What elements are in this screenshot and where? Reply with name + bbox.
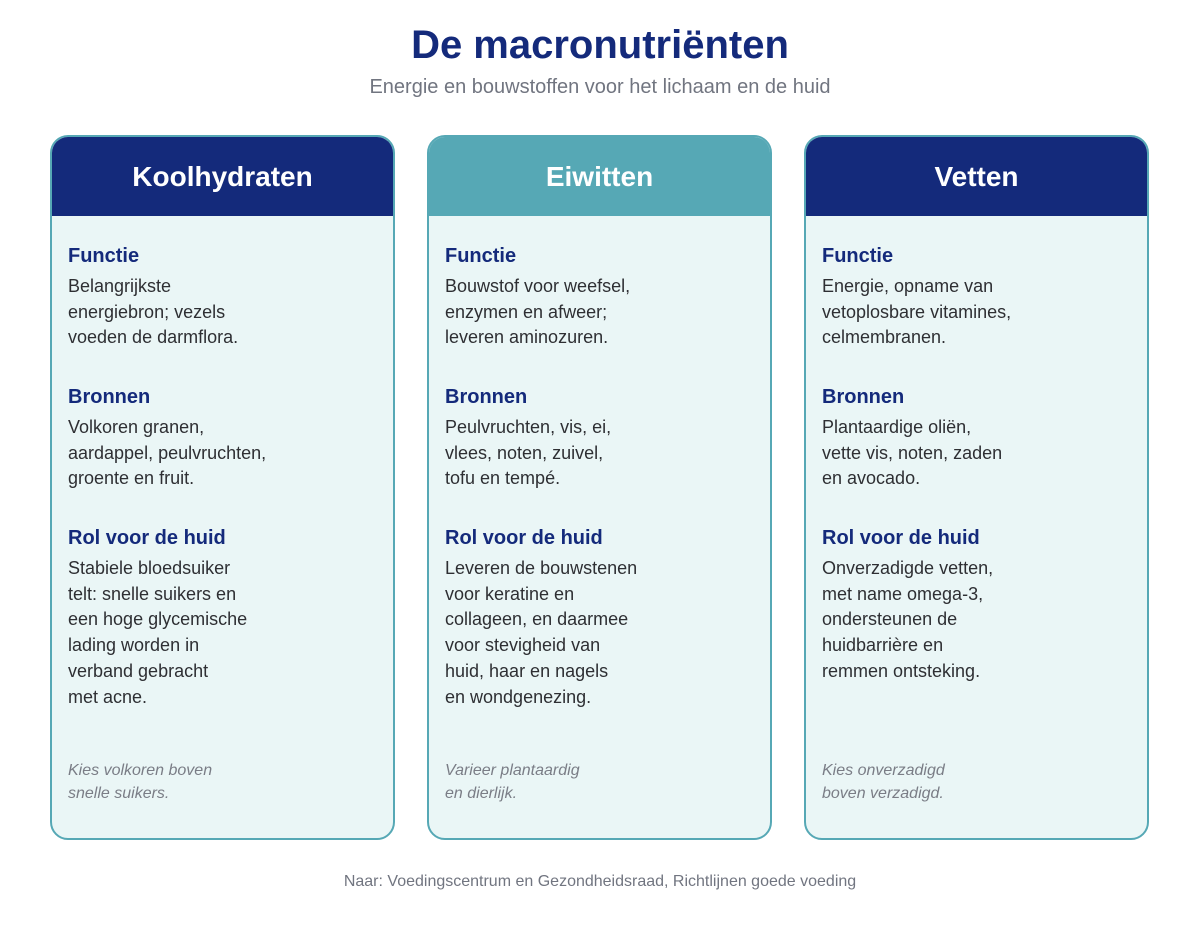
section-heading-functie: Functie	[822, 245, 894, 267]
section-heading-functie: Functie	[445, 245, 517, 267]
card-tip: Varieer plantaardig en dierlijk.	[445, 762, 580, 802]
section-text-functie: Energie, opname van vetoplosbare vitamines, celmembranen.	[822, 276, 1012, 348]
section-heading-functie: Functie	[68, 245, 140, 267]
card-body	[806, 216, 1147, 838]
section-heading-huid: Rol voor de huid	[445, 527, 603, 549]
section-text-bronnen: Plantaardige oliën, vette vis, noten, zaden en avocado.	[822, 417, 1003, 489]
card-header: Eiwitten	[429, 137, 770, 216]
section-text-huid: Stabiele bloedsuiker telt: snelle suikers en een hoge glycemische lading worden in verband gebracht met acne.	[68, 558, 248, 707]
section-heading-bronnen: Bronnen	[445, 386, 528, 408]
section-text-bronnen: Peulvruchten, vis, ei, vlees, noten, zuivel, tofu en tempé.	[445, 417, 612, 489]
card-vetten	[804, 135, 1149, 840]
card-tip: Kies volkoren boven snelle suikers.	[68, 762, 213, 802]
section-text-functie: Belangrijkste energiebron; vezels voeden de darmflora.	[68, 276, 239, 348]
card-header: Vetten	[806, 137, 1147, 216]
card-koolhydraten	[50, 135, 395, 840]
section-text-huid: Onverzadigde vetten, met name omega-3, ondersteunen de huidbarrière en remmen ontsteking.	[822, 558, 994, 681]
section-text-bronnen: Volkoren granen, aardappel, peulvruchten, groente en fruit.	[68, 417, 267, 489]
section-heading-huid: Rol voor de huid	[68, 527, 226, 549]
card-header: Koolhydraten	[52, 137, 393, 216]
section-heading-bronnen: Bronnen	[68, 386, 151, 408]
section-heading-huid: Rol voor de huid	[822, 527, 980, 549]
page-subtitle: Energie en bouwstoffen voor het lichaam en de huid	[369, 76, 831, 98]
card-body	[429, 216, 770, 838]
section-text-functie: Bouwstof voor weefsel, enzymen en afweer; leveren aminozuren.	[445, 276, 631, 348]
card-body	[52, 216, 393, 838]
card-eiwitten	[427, 135, 772, 840]
card-tip: Kies onverzadigd boven verzadigd.	[822, 762, 945, 802]
page-title: De macronutriënten	[411, 23, 789, 67]
section-text-huid: Leveren de bouwstenen voor keratine en collageen, en daarmee voor stevigheid van huid, haar en nagels en wondgenezing.	[445, 558, 638, 707]
footer-source: Naar: Voedingscentrum en Gezondheidsraad, Richtlijnen goede voeding	[343, 873, 857, 890]
section-heading-bronnen: Bronnen	[822, 386, 905, 408]
